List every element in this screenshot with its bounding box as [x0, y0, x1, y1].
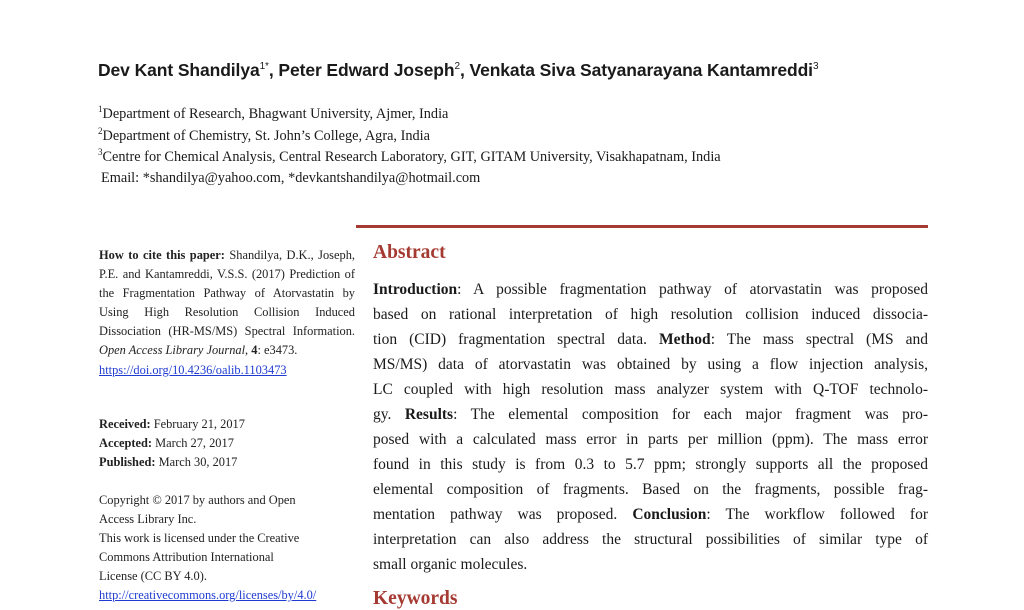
dates-block — [99, 415, 355, 472]
abstract-text: small organic molecules. — [373, 556, 528, 573]
published-label: Published: — [99, 455, 156, 470]
license-link[interactable]: http://creativecommons.org/licenses/by/4.0/ — [99, 588, 317, 603]
copyright-line: Copyright © 2017 by authors and Open — [99, 493, 296, 507]
author-separator: , — [268, 60, 279, 80]
author-name: Dev Kant Shandilya — [98, 60, 260, 80]
abstract-line — [373, 402, 928, 427]
abstract-line — [373, 527, 928, 552]
citation-article: : e3473. — [257, 343, 298, 358]
citation-volume: 4 — [251, 343, 258, 358]
abstract-text: MS/MS) data of atorvastatin was obtained by using a flow injection analysis, — [373, 356, 928, 373]
abstract-line — [373, 377, 928, 402]
abstract-line — [373, 477, 928, 502]
citation-journal: Open Access Library Journal — [99, 343, 246, 358]
abstract-text: tion (CID) fragmentation spectral data. — [373, 331, 660, 348]
accepted-value: March 27, 2017 — [155, 436, 234, 451]
abstract-text: elemental composition of fragments. Based on the fragments, possible frag- — [373, 481, 928, 498]
divider — [356, 225, 928, 228]
affiliation-text: Department of Chemistry, St. John’s College, Agra, India — [102, 128, 430, 144]
affiliation-text: Department of Research, Bhagwant University, Ajmer, India — [102, 106, 449, 122]
abstract-line — [373, 277, 928, 302]
affiliation — [98, 147, 721, 166]
copyright-block — [99, 491, 355, 606]
citation-block — [99, 246, 355, 380]
received-label: Received: — [99, 417, 151, 431]
abstract-line — [373, 427, 928, 452]
abstract-heading: Abstract — [373, 242, 446, 263]
published-value: March 30, 2017 — [158, 455, 238, 470]
author-mark: 2 — [454, 61, 460, 72]
author-mark: 3 — [812, 61, 819, 72]
affiliation-number: 1 — [98, 104, 103, 114]
author-list — [98, 60, 978, 81]
abstract-section-label: Conclusion — [632, 506, 707, 523]
author-name: Venkata Siva Satyanarayana Kantamreddi — [469, 60, 813, 80]
received-value: February 21, 2017 — [153, 417, 245, 431]
abstract-text: : The workflow followed for — [706, 506, 928, 523]
email-line: Email: *shandilya@yahoo.com, *devkantshandilya@hotmail.com — [101, 170, 481, 186]
affiliation-number: 3 — [98, 147, 103, 157]
doi-link[interactable]: https://doi.org/10.4236/oalib.1103473 — [99, 362, 287, 377]
copyright-line: Access Library Inc. — [99, 512, 197, 527]
affiliation-text: Centre for Chemical Analysis, Central Research Laboratory, GIT, GITAM University, Visakhapatnam, India — [102, 149, 721, 165]
author-name: Peter Edward Joseph — [278, 60, 455, 80]
affiliation — [98, 126, 430, 145]
abstract-text: : The elemental composition for each major fragment was pro- — [453, 406, 928, 423]
license-line: Commons Attribution International — [99, 550, 274, 565]
accepted-date — [99, 434, 355, 453]
citation-label: How to cite this paper: — [99, 248, 225, 262]
published-date — [99, 453, 355, 472]
abstract-line — [373, 452, 928, 477]
abstract-line — [373, 302, 928, 327]
abstract-text: : A possible fragmentation pathway of atorvastatin was proposed — [457, 281, 928, 298]
affiliation — [98, 104, 448, 123]
abstract-section-label: Method — [659, 331, 711, 348]
abstract-text: interpretation can also address the structural possibilities of similar type of — [373, 531, 928, 548]
abstract-section-label: Introduction — [373, 281, 458, 298]
abstract-text: found in this study is from 0.3 to 5.7 ppm; strongly supports all the proposed — [373, 456, 928, 473]
received-date — [99, 415, 355, 434]
abstract-text: gy. — [373, 406, 405, 423]
citation-body: Shandilya, D.K., Joseph, P.E. and Kantamreddi, V.S.S. (2017) Prediction of the Fragmentation Pathway of Atorvastatin by Using High Resolution Collision Induced Dissociation (HR-MS/MS) Spectral Information. — [99, 248, 355, 339]
abstract-text: mentation pathway was proposed. — [373, 506, 633, 523]
abstract-line — [373, 502, 928, 527]
abstract-line — [373, 327, 928, 352]
license-line: License (CC BY 4.0). — [99, 569, 207, 584]
accepted-label: Accepted: — [99, 436, 152, 451]
abstract-section-label: Results — [404, 406, 454, 423]
license-line: This work is licensed under the Creative — [99, 531, 300, 546]
author-mark: 1* — [259, 61, 269, 72]
citation-text: How to cite this paper: Shandilya, D.K., Joseph, P.E. and Kantamreddi, V.S.S. (2017) Prediction of the Fragmentation Pathway of Atorvastatin by Using High Resolution Collision Induced Dissociation (HR-MS/MS) Spectral Information. Open Access Library Journal, 4: e3473. — [99, 248, 355, 358]
abstract-text: posed with a calculated mass error in parts per million (ppm). The mass error — [373, 431, 928, 448]
abstract-line — [373, 352, 928, 377]
author-separator: , — [459, 60, 470, 80]
abstract-text: : The mass spectral (MS and — [710, 331, 928, 348]
abstract-text: LC coupled with high resolution mass analyzer system with Q-TOF technolo- — [373, 381, 928, 398]
keywords-heading: Keywords — [373, 588, 458, 609]
abstract-body — [373, 277, 928, 577]
abstract-text: based on rational interpretation of high resolution collision induced dissocia- — [373, 306, 928, 323]
affiliation-number: 2 — [98, 126, 103, 136]
abstract-line — [373, 552, 928, 577]
